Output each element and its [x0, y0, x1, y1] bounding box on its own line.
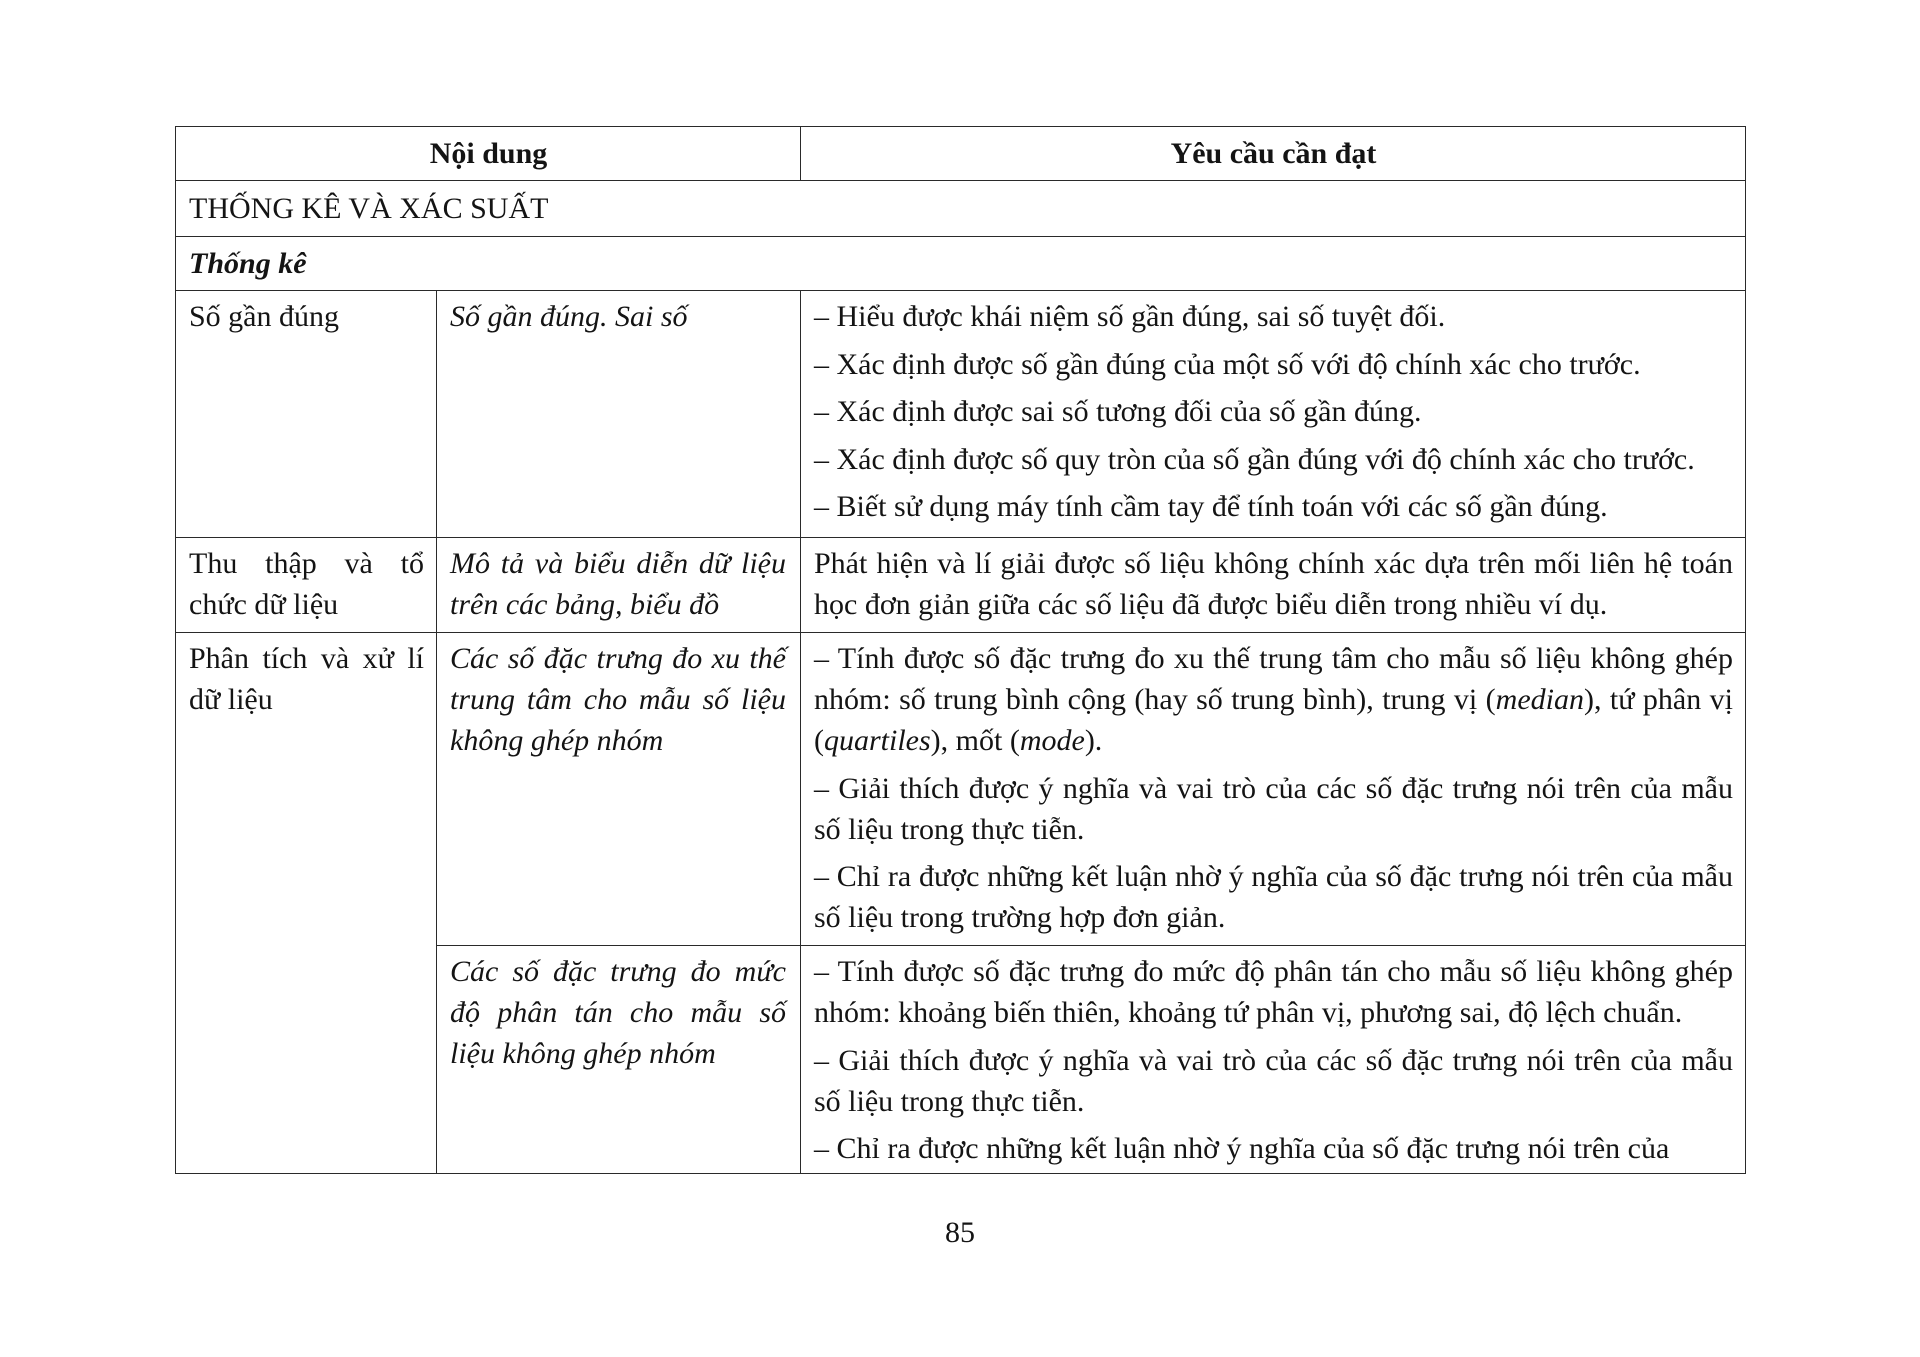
topic-cell: Phân tích và xử lí dữ liệu	[176, 633, 437, 1174]
requirement-item: – Xác định được số quy tròn của số gần đúng với độ chính xác cho trước.	[814, 442, 1695, 476]
requirement-item: – Xác định được số gần đúng của một số với độ chính xác cho trước.	[814, 347, 1641, 381]
requirement-item: – Chỉ ra được những kết luận nhờ ý nghĩa của số đặc trưng nói trên của mẫu số liệu trong trường hợp đơn giản.	[814, 860, 1733, 934]
content-cell: Các số đặc trưng đo mức độ phân tán cho mẫu số liệu không ghép nhóm	[437, 946, 801, 1174]
subsection-title: Thống kê	[176, 237, 1746, 291]
subsection-row	[176, 237, 1746, 291]
requirement-text: ), tứ phân vị (	[814, 683, 1733, 757]
table-header-row	[176, 127, 1746, 181]
term-mode: mode	[1019, 724, 1085, 757]
topic-cell: Thu thập và tổ chức dữ liệu	[176, 538, 437, 633]
requirement-item: – Hiểu được khái niệm số gần đúng, sai số tuyệt đối.	[814, 300, 1446, 333]
term-quartiles: quartiles	[824, 724, 931, 757]
requirements-cell	[801, 538, 1746, 633]
content-cell: Số gần đúng. Sai số	[437, 291, 801, 538]
requirement-text: – Tính được số đặc trưng đo xu thế trung tâm cho mẫu số liệu không ghép nhóm: số trung bình cộng (hay số trung bình), trung vị (	[814, 642, 1733, 716]
requirement-item: – Biết sử dụng máy tính cầm tay để tính toán với các số gần đúng.	[814, 490, 1608, 523]
page-number: 85	[945, 1216, 975, 1249]
requirements-cell	[801, 946, 1746, 1174]
curriculum-table	[175, 126, 1746, 1174]
requirements-cell	[801, 291, 1746, 538]
requirement-text: ), mốt (	[930, 724, 1020, 757]
table-row	[176, 291, 1746, 538]
table-row	[176, 633, 1746, 946]
header-requirements: Yêu cầu cần đạt	[801, 127, 1746, 181]
requirements-cell	[801, 633, 1746, 946]
header-content: Nội dung	[176, 127, 801, 181]
requirement-item: – Tính được số đặc trưng đo mức độ phân tán cho mẫu số liệu không ghép nhóm: khoảng biến thiên, khoảng tứ phân vị, phương sai, độ lệch chuẩn.	[814, 955, 1733, 1029]
table-row	[176, 538, 1746, 633]
section-title: THỐNG KÊ VÀ XÁC SUẤT	[176, 181, 1746, 237]
requirement-item: – Xác định được sai số tương đối của số gần đúng.	[814, 395, 1422, 428]
topic-cell: Số gần đúng	[176, 291, 437, 538]
requirement-item: – Giải thích được ý nghĩa và vai trò của các số đặc trưng nói trên của mẫu số liệu trong thực tiễn.	[814, 771, 1733, 846]
section-row	[176, 181, 1746, 237]
content-cell: Mô tả và biểu diễn dữ liệu trên các bảng, biểu đồ	[437, 538, 801, 633]
term-median: median	[1495, 683, 1584, 716]
content-cell: Các số đặc trưng đo xu thế trung tâm cho mẫu số liệu không ghép nhóm	[437, 633, 801, 946]
requirement-text: ).	[1084, 724, 1103, 757]
requirement-item: – Giải thích được ý nghĩa và vai trò của các số đặc trưng nói trên của mẫu số liệu trong thực tiễn.	[814, 1043, 1733, 1118]
requirement-item: Phát hiện và lí giải được số liệu không chính xác dựa trên mối liên hệ toán học đơn giản giữa các số liệu đã được biểu diễn trong nhiều ví dụ.	[814, 547, 1733, 621]
requirement-item: – Chỉ ra được những kết luận nhờ ý nghĩa của số đặc trưng nói trên của	[814, 1132, 1670, 1165]
requirement-item	[814, 638, 1733, 761]
